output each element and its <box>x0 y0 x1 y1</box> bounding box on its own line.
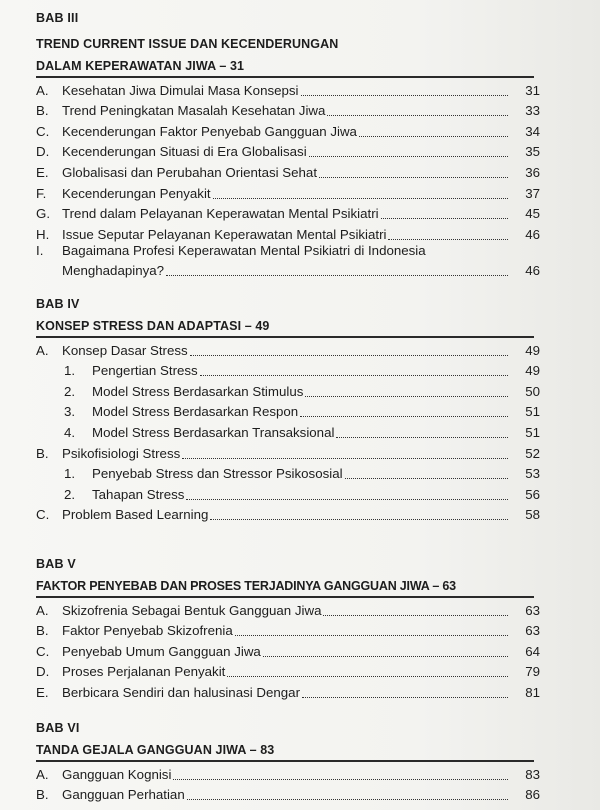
leader-dots <box>227 676 508 677</box>
entry-title: Kesehatan Jiwa Dimulai Masa Konsepsi <box>62 82 299 98</box>
leader-dots <box>190 355 508 356</box>
entry-letter: B. <box>36 445 49 461</box>
leader-dots <box>300 416 508 417</box>
entry-title: Model Stress Berdasarkan Stimulus <box>92 383 304 399</box>
toc-entry[interactable] <box>36 202 540 223</box>
entry-title: Gangguan Perhatian <box>62 787 185 803</box>
entry-page: 53 <box>525 466 540 482</box>
chapter-title-line1: KONSEP STRESS DAN ADAPTASI – 49 <box>36 319 270 333</box>
leader-dots <box>187 799 508 800</box>
entry-title: Kecenderungan Penyakit <box>62 185 211 201</box>
toc-subentry[interactable] <box>36 462 540 483</box>
leader-dots <box>319 177 508 178</box>
entry-title: Skizofrenia Sebagai Bentuk Gangguan Jiwa <box>62 602 322 618</box>
chapter-title-line1: TREND CURRENT ISSUE DAN KECENDERUNGAN <box>36 37 339 51</box>
entry-letter: C. <box>36 507 50 523</box>
leader-dots <box>302 697 508 698</box>
leader-dots <box>323 615 508 616</box>
chapter-title-line1: TANDA GEJALA GANGGUAN JIWA – 83 <box>36 743 275 757</box>
chapter-bab-vi <box>36 720 540 803</box>
leader-dots <box>388 239 508 240</box>
entry-title: Proses Perjalanan Penyakit <box>62 664 226 680</box>
entry-title: Issue Seputar Pelayanan Keperawatan Mental Psikiatri <box>62 226 387 242</box>
entry-letter: A. <box>36 342 49 358</box>
toc-entry[interactable] <box>36 243 540 279</box>
entry-letter: A. <box>36 602 49 618</box>
entry-title: Kecenderungan Faktor Penyebab Gangguan Jiwa <box>62 123 357 139</box>
entry-letter: G. <box>36 206 51 222</box>
entry-letter: A. <box>36 82 49 98</box>
toc-entry[interactable] <box>36 660 540 681</box>
entry-page: 35 <box>525 144 540 160</box>
leader-dots <box>200 375 508 376</box>
entry-title: Faktor Penyebab Skizofrenia <box>62 623 233 639</box>
chapter-title-line1: FAKTOR PENYEBAB DAN PROSES TERJADINYA GANGGUAN JIWA – 63 <box>36 579 456 593</box>
toc-entry[interactable] <box>36 619 540 640</box>
toc-subentry[interactable] <box>36 420 540 441</box>
entry-page: 36 <box>525 164 540 180</box>
toc-subentry[interactable] <box>36 400 540 421</box>
entry-title: Model Stress Berdasarkan Respon <box>92 404 299 420</box>
toc-entry[interactable] <box>36 639 540 660</box>
entry-number: 3. <box>64 404 76 420</box>
entry-title: Pengertian Stress <box>92 363 198 379</box>
entry-title: Berbicara Sendiri dan halusinasi Dengar <box>62 684 301 700</box>
leader-dots <box>210 519 508 520</box>
toc-entry[interactable] <box>36 762 540 783</box>
chapter-bab-v <box>36 556 540 701</box>
entry-page: 51 <box>525 404 540 420</box>
entry-title: Gangguan Kognisi <box>62 766 172 782</box>
toc-entry[interactable] <box>36 78 540 99</box>
leader-dots <box>345 478 508 479</box>
toc-entry[interactable] <box>36 338 540 359</box>
toc-subentry[interactable] <box>36 359 540 380</box>
chapter-title-line2: DALAM KEPERAWATAN JIWA – 31 <box>36 59 245 73</box>
entry-title: Konsep Dasar Stress <box>62 342 188 358</box>
entry-page: 46 <box>525 262 540 278</box>
entry-letter: E. <box>36 684 49 700</box>
leader-dots <box>301 95 508 96</box>
chapter-label: BAB III <box>36 11 79 25</box>
entry-page: 51 <box>525 424 540 440</box>
entry-title: Penyebab Stress dan Stressor Psikososial <box>92 466 343 482</box>
entry-page: 64 <box>525 643 540 659</box>
entry-number: 2. <box>64 383 76 399</box>
entry-title: Globalisasi dan Perubahan Orientasi Sehat <box>62 164 318 180</box>
entry-page: 63 <box>525 602 540 618</box>
entry-letter: D. <box>36 144 50 160</box>
entry-letter: B. <box>36 787 49 803</box>
toc-entry[interactable] <box>36 119 540 140</box>
toc-entry[interactable] <box>36 140 540 161</box>
entry-title: Tahapan Stress <box>92 486 185 502</box>
entry-page: 33 <box>525 103 540 119</box>
chapter-label: BAB IV <box>36 297 80 311</box>
entry-title: Kecenderungan Situasi di Era Globalisasi <box>62 144 307 160</box>
leader-dots <box>305 396 508 397</box>
entry-page: 49 <box>525 342 540 358</box>
entry-title: Penyebab Umum Gangguan Jiwa <box>62 643 261 659</box>
entry-page: 79 <box>525 664 540 680</box>
toc-entry[interactable] <box>36 99 540 120</box>
leader-dots <box>263 656 508 657</box>
leader-dots <box>309 156 508 157</box>
entry-title: Psikofisiologi Stress <box>62 445 181 461</box>
toc-subentry[interactable] <box>36 379 540 400</box>
entry-letter: D. <box>36 664 50 680</box>
entry-page: 46 <box>525 226 540 242</box>
entry-title: Model Stress Berdasarkan Transaksional <box>92 424 335 440</box>
chapter-bab-iii <box>36 10 540 279</box>
toc-entry[interactable] <box>36 181 540 202</box>
entry-page: 34 <box>525 123 540 139</box>
entry-page: 58 <box>525 507 540 523</box>
entry-title: Trend Peningkatan Masalah Kesehatan Jiwa <box>62 103 326 119</box>
leader-dots <box>327 115 508 116</box>
entry-title: Trend dalam Pelayanan Keperawatan Mental Psikiatri <box>62 206 379 222</box>
entry-page: 86 <box>525 787 540 803</box>
leader-dots <box>182 458 508 459</box>
entry-letter: A. <box>36 766 49 782</box>
entry-page: 56 <box>525 486 540 502</box>
leader-dots <box>381 218 508 219</box>
entry-page: 45 <box>525 206 540 222</box>
chapter-bab-iv <box>36 296 540 523</box>
entry-letter: C. <box>36 123 50 139</box>
leader-dots <box>173 779 508 780</box>
toc-entry[interactable] <box>36 783 540 804</box>
toc-entry[interactable] <box>36 222 540 243</box>
toc-subentry[interactable] <box>36 482 540 503</box>
entry-letter: E. <box>36 164 49 180</box>
entry-title-continued: Menghadapinya? <box>62 262 165 278</box>
entry-title: Problem Based Learning <box>62 507 209 523</box>
toc-entry[interactable] <box>36 503 540 524</box>
leader-dots <box>186 499 508 500</box>
entry-page: 83 <box>525 766 540 782</box>
entry-page: 52 <box>525 445 540 461</box>
toc-entry[interactable] <box>36 441 540 462</box>
toc-entry[interactable] <box>36 680 540 701</box>
entry-letter: H. <box>36 226 50 242</box>
leader-dots <box>166 275 508 276</box>
entry-letter: B. <box>36 623 49 639</box>
entry-page: 49 <box>525 363 540 379</box>
entry-letter: I. <box>36 242 44 258</box>
toc-entry[interactable] <box>36 598 540 619</box>
entry-number: 1. <box>64 363 76 379</box>
entry-letter: B. <box>36 103 49 119</box>
entry-page: 50 <box>525 383 540 399</box>
entry-page: 37 <box>525 185 540 201</box>
leader-dots <box>336 437 508 438</box>
entry-letter: F. <box>36 185 47 201</box>
entry-page: 31 <box>525 82 540 98</box>
chapter-label: BAB VI <box>36 721 80 735</box>
leader-dots <box>213 198 508 199</box>
leader-dots <box>235 635 508 636</box>
entry-title: Bagaimana Profesi Keperawatan Mental Psikiatri di Indonesia <box>62 242 426 258</box>
toc-entry[interactable] <box>36 160 540 181</box>
entry-number: 4. <box>64 424 76 440</box>
chapter-label: BAB V <box>36 557 76 571</box>
entry-page: 63 <box>525 623 540 639</box>
entry-page: 81 <box>525 684 540 700</box>
leader-dots <box>359 136 508 137</box>
entry-number: 1. <box>64 466 76 482</box>
entry-number: 2. <box>64 486 76 502</box>
entry-letter: C. <box>36 643 50 659</box>
